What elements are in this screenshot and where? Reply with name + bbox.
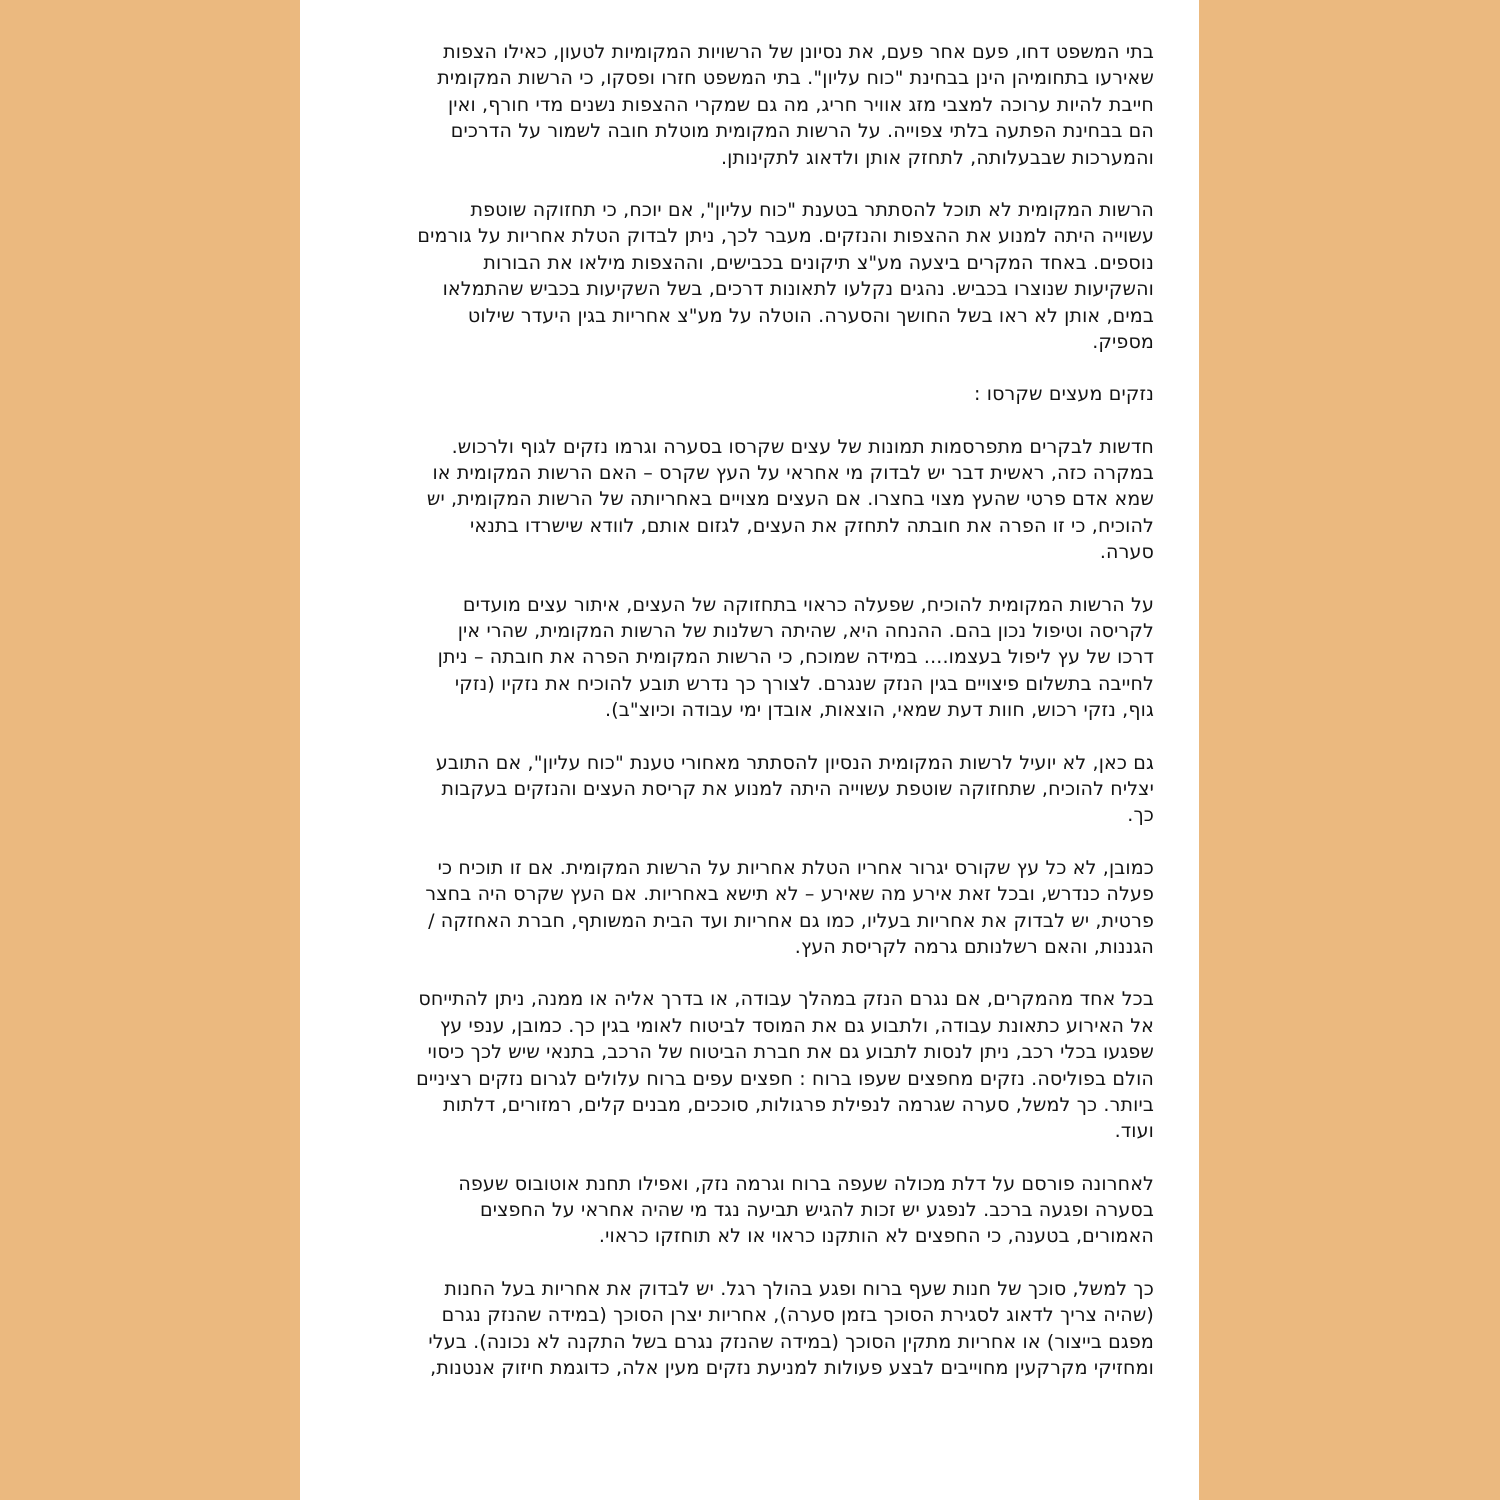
text-line: עשוייה היתה למנוע את ההצפות והנזקים. מעבר לכך, ניתן לבדוק הטלת אחריות על גורמים [417,225,1154,248]
text-line: הולם בפוליסה. נזקים מחפצים שעפו ברוח : חפצים עפים ברוח עלולים לגרום נזקים רציניים [416,1067,1154,1090]
text-line: לקריסה וטיפול נכון בהם. ההנחה היא, שהיתה רשלנות של הרשות המקומית, שהרי אין [457,620,1154,643]
text-line: (שהיה צריך לדאוג לסגירת הסוכך בזמן סערה), אחריות יצרן הסוכך (במידה שהנזק נגרם [441,1304,1154,1327]
text-line: במקרה כזה, ראשית דבר יש לבדוק מי אחראי על העץ שקרס – האם הרשות המקומית או [432,462,1154,485]
text-line: כמובן, לא כל עץ שקורס יגרור אחריו הטלת אחריות על הרשות המקומית. אם זו תוכיח כי [437,856,1154,879]
text-line: אל האירוע כתאונת עבודה, ולתבוע גם את המוסד לביטוח לאומי בגין כך. כמובן, ענפי עץ [439,1014,1154,1037]
text-line: דרכו של עץ ליפול בעצמו.... במידה שמוכח, כי הרשות המקומית הפרה את חובתה – ניתן [437,646,1154,669]
text-line: שאירעו בתחומיהן הינן בבחינת "כוח עליון". בתי המשפט חזרו ופסקו, כי הרשות המקומית [437,67,1154,90]
text-line: האמורים, בטענה, כי החפצים לא הותקנו כראוי או לא תוחזקו כראוי. [598,1225,1154,1248]
text-line: חייבת להיות ערוכה למצבי מזג אוויר חריג, מה גם שמקרי ההצפות נשנים מדי חורף, ואין [447,93,1154,116]
text-line: על הרשות המקומית להוכיח, שפעלה כראוי בתחזוקה של העצים, איתור עצים מועדים [462,593,1154,616]
section-heading [356,381,1154,407]
text-line: והמערכות שבבעלותה, לתחזק אותן ולדאוג לתקינותן. [720,146,1154,169]
text-line: חדשות לבקרים מתפרסמות תמונות של עצים שקרסו בסערה וגרמו נזקים לגוף ולרכוש. [451,435,1154,458]
document-body [356,39,1154,1381]
text-line: נזקים מעצים שקרסו : [974,383,1154,406]
text-line: שפגעו בכלי רכב, ניתן לנסות לתבוע גם את חברת הביטוח של הרכב, בתנאי שיש לכך כיסוי [427,1041,1154,1064]
text-line: מספיק. [1092,330,1154,353]
paragraph [356,434,1154,566]
text-line: בתי המשפט דחו, פעם אחר פעם, את נסיונן של הרשויות המקומיות לטעון, כאילו הצפות [443,41,1154,63]
text-line: ועוד. [1114,1120,1154,1143]
text-line: להוכיח, כי זו הפרה את חובתה לתחזק את העצים, לגזום אותם, לוודא שישרדו בתנאי [469,514,1154,537]
text-line: והשקיעות שנוצרו בכביש. נהגים נקלעו לתאונות דרכים, בשל השקיעות בכביש שהתמלאו [442,278,1154,301]
paragraph [356,1171,1154,1250]
text-line: ביותר. כך למשל, סערה שגרמה לנפילת פרגולות, סוככים, מבנים קלים, רמזורים, דלתות [443,1093,1154,1116]
text-line: ומחזיקי מקרקעין מחוייבים לבצע פעולות למניעת נזקים מעין אלה, כדוגמת חיזוק אנטנות, [430,1357,1154,1380]
text-line: הרשות המקומית לא תוכל להסתתר בטענת "כוח עליון", אם יוכח, כי תחזוקה שוטפת [470,198,1154,221]
text-line: מפגם בייצור) או אחריות מתקין הסוכך (במידה שהנזק נגרם בשל התקנה לא נכונה). בעלי [428,1330,1154,1353]
paragraph [356,39,1154,171]
text-line: כך. [1127,804,1154,827]
text-line: יצליח להוכיח, שתחזוקה שוטפת עשוייה היתה למנוע את קריסת העצים והנזקים בעקבות [441,777,1154,800]
text-line: גם כאן, לא יועיל לרשות המקומית הנסיון להסתתר מאחורי טענת "כוח עליון", אם התובע [435,751,1154,774]
text-line: לאחרונה פורסם על דלת מכולה שעפה ברוח וגרמה נזק, ואפילו תחנת אוטובוס שעפה [458,1172,1154,1195]
text-line: כך למשל, סוכך של חנות שעף ברוח ופגע בהולך רגל. יש לבדוק את אחריות בעל החנות [444,1277,1154,1300]
text-line: פעלה כנדרש, ובכל זאת אירע מה שאירע – לא תישא באחריות. אם העץ שקרס היה בחצר [425,883,1154,906]
text-line: שמא אדם פרטי שהעץ מצוי בחצרו. אם העצים מצויים באחריותה של הרשות המקומית, יש [426,488,1154,511]
text-line: נוספים. באחד המקרים ביצעה מע"צ תיקונים בכבישים, וההצפות מילאו את הבורות [483,251,1154,274]
paragraph [356,986,1154,1144]
text-line: בסערה ופגעה ברכב. לנפגע יש זכות להגיש תביעה נגד מי שהיה אחראי על החפצים [479,1199,1154,1222]
text-line: בכל אחד מהמקרים, אם נגרם הנזק במהלך עבודה, או בדרך אליה או ממנה, ניתן להתייחס [418,988,1154,1011]
text-line: הם בבחינת הפתעה בלתי צפוייה. על הרשות המקומית מוטלת חובה לשמור על הדרכים [450,120,1154,143]
text-line: במים, אותן לא ראו בשל החושך והסערה. הוטלה על מע"צ אחריות בגין היעדר שילוט [467,304,1154,327]
text-line: לחייבה בתשלום פיצויים בגין הנזק שנגרם. לצורך כך נדרש תובע להוכיח את נזקיו (נזקי [454,672,1154,695]
paragraph [356,855,1154,961]
document-page [300,0,1199,1500]
paragraph [356,197,1154,355]
text-line: פרטית, יש לבדוק את אחריות בעליו, כמו גם אחריות ועד הבית המשותף, חברת האחזקה / [428,909,1154,932]
text-line: הגננות, והאם רשלנותם גרמה לקריסת העץ. [794,935,1154,958]
paragraph [356,592,1154,724]
text-line: גוף, נזקי רכוש, חוות דעת שמאי, הוצאות, אובדן ימי עבודה וכיוצ"ב). [605,699,1154,722]
text-line: סערה. [1099,541,1154,564]
paragraph [356,750,1154,829]
paragraph [356,1276,1154,1382]
